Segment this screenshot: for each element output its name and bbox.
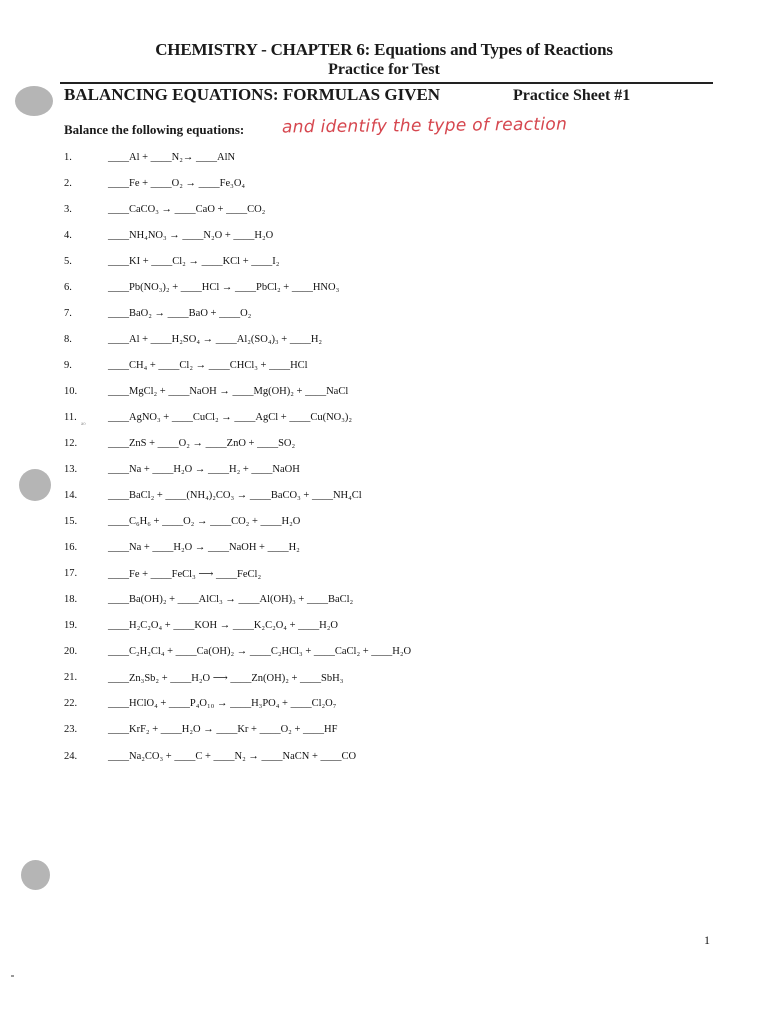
equation-number: 13. (64, 464, 78, 475)
equation-number: 18. (64, 594, 78, 605)
equation-text: ____MgCl₂ + ____NaOH → ____Mg(OH)₂ + ____NaCl (108, 386, 349, 397)
equation-text: ____CaCO₃ → ____CaO + ____CO₂ (108, 204, 266, 215)
binder-hole (19, 469, 51, 501)
section-title: BALANCING EQUATIONS: FORMULAS GIVEN (64, 85, 441, 104)
equation-text: ____NH₄NO₃ → ____N₂O + ____H₂O (108, 230, 274, 241)
equation-number: 23. (64, 724, 78, 735)
page-title: CHEMISTRY - CHAPTER 6: Equations and Types of Reactions (155, 40, 613, 59)
equation-number: 11. (64, 412, 77, 423)
equation-text: ____Fe + ____FeCl₃ ⟶ ____FeCl₂ (108, 569, 262, 580)
equation-text: ____KrF₂ + ____H₂O → ____Kr + ____O₂ + ____HF (108, 724, 338, 735)
equation-text: ____Na₂CO₃ + ____C + ____N₂ → ____NaCN + ____CO (108, 751, 357, 762)
binder-hole (21, 860, 50, 890)
equation-number: 3. (64, 204, 72, 215)
equation-text: ____H₂C₂O₄ + ____KOH → ____K₂C₂O₄ + ____H₂O (108, 620, 338, 631)
page-number: 1 (704, 933, 710, 947)
equation-text: ____Ba(OH)₂ + ____AlCl₃ → ____Al(OH)₃ + ____BaCl₂ (108, 594, 354, 605)
handwritten-note: and identify the type of reaction (281, 114, 568, 138)
sheet-label: Practice Sheet #1 (513, 87, 631, 104)
equation-number: 2. (64, 178, 72, 189)
equation-number: 9. (64, 360, 72, 371)
equation-number: 19. (64, 620, 78, 631)
binder-hole (15, 86, 53, 116)
equation-text: ____C₆H₆ + ____O₂ → ____CO₂ + ____H₂O (108, 516, 301, 527)
equation-number: 10. (64, 386, 78, 397)
instructions: Balance the following equations: (64, 122, 245, 137)
equation-text: ____Al + ____H₂SO₄ → ____Al₂(SO₄)₃ + ____H₂ (108, 334, 323, 345)
equation-text: ____ZnS + ____O₂ → ____ZnO + ____SO₂ (108, 438, 296, 449)
equation-text: ____HClO₄ + ____P₄O₁₀ → ____H₃PO₄ + ____Cl₂O₇ (108, 698, 337, 709)
equation-text: ____Fe + ____O₂ → ____Fe₃O₄ (108, 178, 246, 189)
equation-text: ____KI + ____Cl₂ → ____KCl + ____I₂ (108, 256, 280, 267)
equation-text: ____Pb(NO₃)₂ + ____HCl → ____PbCl₂ + ____HNO₃ (108, 282, 340, 293)
equation-number: 8. (64, 334, 72, 345)
equation-number: 17. (64, 568, 78, 579)
equation-text: ____BaO₂ → ____BaO + ____O₂ (108, 308, 252, 319)
equation-text: ____BaCl₂ + ____(NH₄)₂CO₃ → ____BaCO₃ + ____NH₄Cl (108, 490, 362, 501)
equation-number: 6. (64, 282, 72, 293)
equation-text: ____Na + ____H₂O → ____H₂ + ____NaOH (108, 464, 300, 475)
equation-number: 22. (64, 698, 78, 709)
equation-number: 20. (64, 646, 78, 657)
equation-text: ____Na + ____H₂O → ____NaOH + ____H₂ (108, 542, 300, 553)
equation-text: ____AgNO₃ + ____CuCl₂ → ____AgCl + ____Cu(NO₃)₂ (108, 412, 353, 423)
equation-number: 4. (64, 230, 72, 241)
pencil-mark: ᵃᵒ (81, 420, 86, 429)
scan-speck (11, 975, 14, 977)
equation-number: 14. (64, 490, 78, 501)
equation-number: 15. (64, 516, 78, 527)
equation-text: ____Al + ____N₂→ ____AlN (108, 152, 236, 163)
equation-number: 16. (64, 542, 78, 553)
equation-number: 21. (64, 672, 78, 683)
page-subtitle: Practice for Test (328, 61, 440, 78)
equation-text: ____CH₄ + ____Cl₂ → ____CHCl₃ + ____HCl (108, 360, 308, 371)
equation-text: ____C₂H₂Cl₄ + ____Ca(OH)₂ → ____C₂HCl₃ + ____CaCl₂ + ____H₂O (108, 646, 412, 657)
header-rule (60, 82, 713, 84)
equation-number: 7. (64, 308, 72, 319)
equation-text: ____Zn₃Sb₂ + ____H₂O ⟶ ____Zn(OH)₂ + ____SbH₃ (108, 673, 344, 684)
equation-number: 12. (64, 438, 78, 449)
equation-number: 1. (64, 152, 72, 163)
equation-number: 24. (64, 751, 78, 762)
equation-number: 5. (64, 256, 72, 267)
